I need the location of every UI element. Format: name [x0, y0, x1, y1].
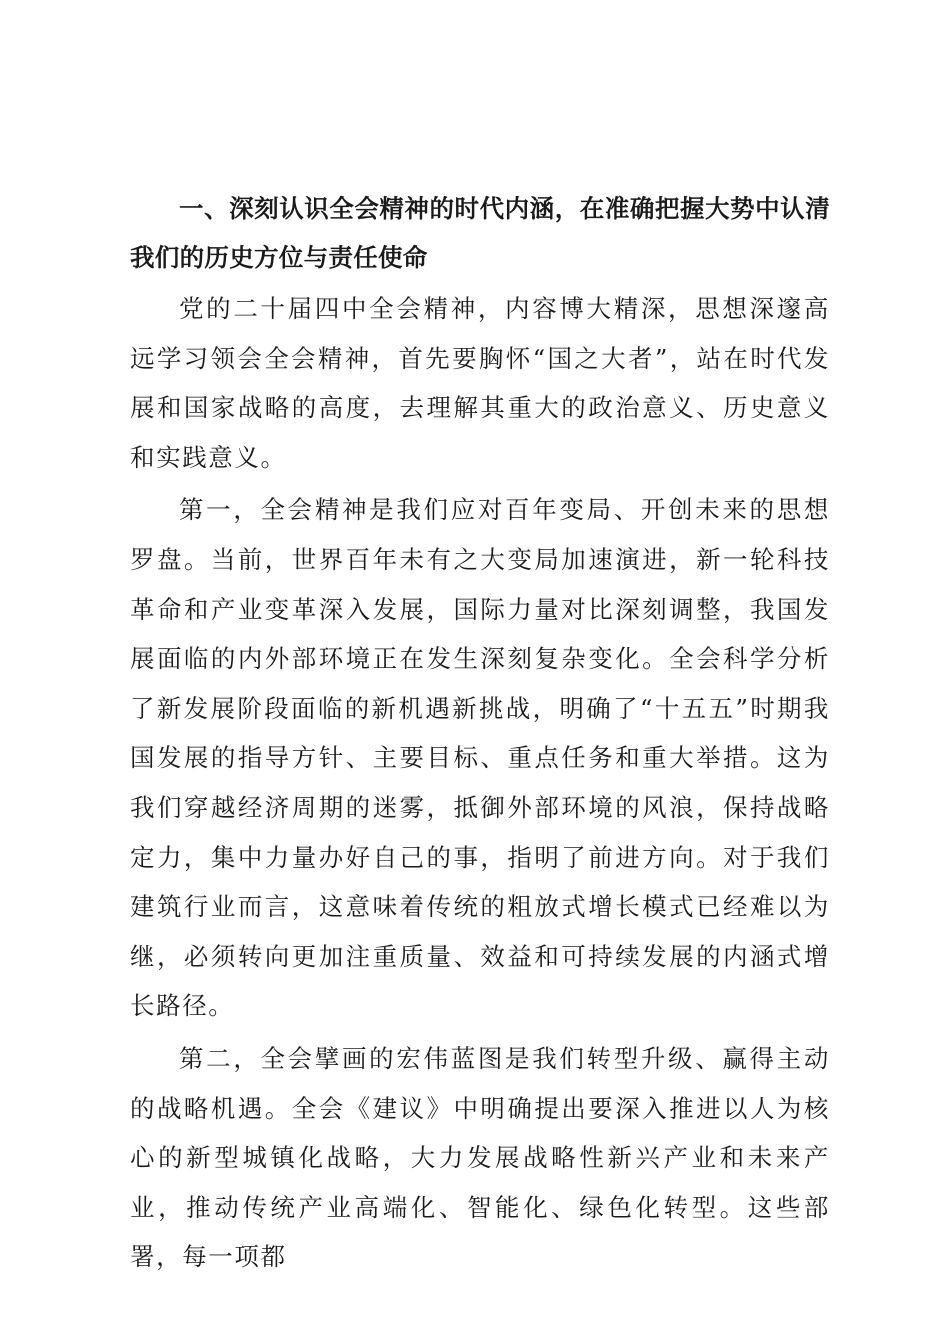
section-heading: 一、深刻认识全会精神的时代内涵，在准确把握大势中认清我们的历史方位与责任使命: [130, 194, 830, 272]
paragraph-second: 第二，全会擘画的宏伟蓝图是我们转型升级、赢得主动的战略机遇。全会《建议》中明确提出要深入推进以人为核心的新型城镇化战略，大力发展战略性新兴产业和未来产业，推动传统产业高端化、智能化、绿色化转型。这些部署，每一项都: [130, 1043, 830, 1272]
paragraph-first: 第一，全会精神是我们应对百年变局、开创未来的思想罗盘。当前，世界百年未有之大变局加速演进，新一轮科技革命和产业变革深入发展，国际力量对比深刻调整，我国发展面临的内外部环境正在发生深刻复杂变化。全会科学分析了新发展阶段面临的新机遇新挑战，明确了“十五五”时期我国发展的指导方针、主要目标、重点任务和重大举措。这为我们穿越经济周期的迷雾，抵御外部环境的风浪，保持战略定力，集中力量办好自己的事，指明了前进方向。对于我们建筑行业而言，这意味着传统的粗放式增长模式已经难以为继，必须转向更加注重质量、效益和可持续发展的内涵式增长路径。: [130, 495, 830, 1021]
paragraph-intro: 党的二十届四中全会精神，内容博大精深，思想深邃高远学习领会全会精神，首先要胸怀“国之大者”，站在时代发展和国家战略的高度，去理解其重大的政治意义、历史意义和实践意义。: [130, 294, 830, 472]
document-body: [130, 184, 830, 1282]
